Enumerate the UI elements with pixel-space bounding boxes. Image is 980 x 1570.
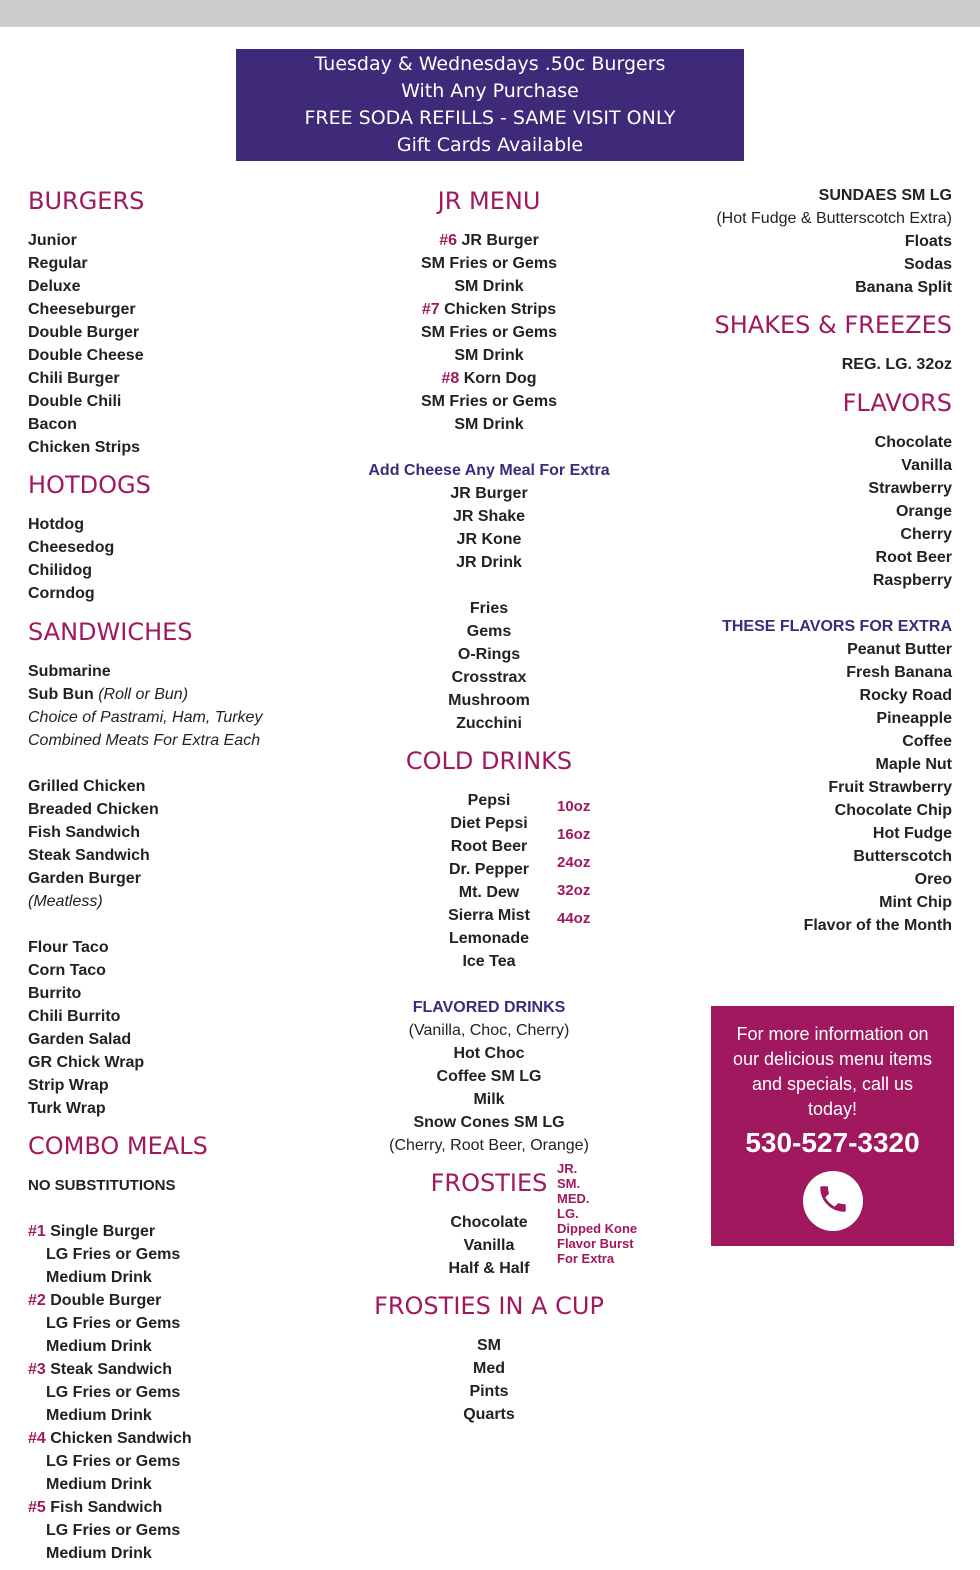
flavor-item: Butterscotch	[853, 848, 952, 865]
flavor-item: Rocky Road	[859, 687, 952, 704]
size-label: 44oz	[557, 910, 591, 927]
menu-item: Gems	[466, 623, 512, 640]
cold-drink-sizes	[557, 793, 590, 933]
flavor-item: Root Beer	[875, 549, 952, 566]
menu-item: Fries	[469, 600, 509, 617]
frostie-item: Chocolate	[450, 1214, 528, 1231]
call-button[interactable]	[803, 1171, 863, 1231]
cold-drinks-list	[330, 789, 648, 973]
frostie-item: Half & Half	[448, 1260, 530, 1277]
menu-item: Mushroom	[448, 692, 530, 709]
flavor-item: Cherry	[900, 526, 952, 543]
contact-box	[711, 1006, 954, 1246]
combo-item	[28, 1496, 348, 1519]
combo-side: LG Fries or Gems	[46, 1522, 181, 1539]
combo-item	[28, 1289, 348, 1312]
menu-item: Cheesedog	[28, 539, 115, 556]
menu-item: Flour Taco	[28, 939, 109, 956]
size-label: Flavor Burst	[557, 1236, 634, 1251]
drink-item: Milk	[473, 1091, 505, 1108]
item-note: (Vanilla, Choc, Cherry)	[408, 1022, 570, 1039]
banner-line: Gift Cards Available	[396, 134, 584, 156]
item-note: (Meatless)	[28, 893, 103, 910]
phone-icon	[816, 1182, 850, 1221]
combo-label: Fish Sandwich	[50, 1499, 163, 1516]
menu-item: Chilidog	[28, 562, 92, 579]
cup-size: SM	[477, 1337, 501, 1354]
menu-item	[28, 683, 348, 706]
menu-item: Double Burger	[28, 324, 140, 341]
meal-number: #6	[439, 232, 457, 249]
banner-line: Tuesday & Wednesdays .50c Burgers	[314, 53, 666, 75]
cup-size: Med	[473, 1360, 505, 1377]
flavor-item: Vanilla	[901, 457, 952, 474]
combo-drink: Medium Drink	[46, 1476, 152, 1493]
menu-item: Banana Split	[855, 279, 952, 296]
jr-meal	[330, 298, 648, 321]
meal-label: JR Burger	[461, 232, 539, 249]
menu-item: JR Shake	[452, 508, 526, 525]
menu-item: Sodas	[903, 256, 952, 273]
menu-item: Floats	[904, 233, 952, 250]
menu-item: Chicken Strips	[28, 439, 141, 456]
combo-label: Steak Sandwich	[50, 1361, 173, 1378]
flavor-item: Oreo	[914, 871, 952, 888]
item-note: Choice of Pastrami, Ham, Turkey	[28, 709, 263, 726]
shakes-heading: SHAKES & FREEZES	[714, 311, 952, 339]
right-column	[660, 184, 952, 937]
drink-item: Ice Tea	[462, 953, 516, 970]
banner-line: FREE SODA REFILLS - SAME VISIT ONLY	[304, 107, 676, 129]
flavor-item: Maple Nut	[875, 756, 952, 773]
menu-item: Fish Sandwich	[28, 824, 141, 841]
phone-number[interactable]: 530-527-3320	[745, 1127, 920, 1158]
flavor-item: Mint Chip	[879, 894, 952, 911]
menu-item: JR Burger	[450, 485, 528, 502]
middle-column	[330, 186, 648, 1426]
flavor-item: Raspberry	[872, 572, 952, 589]
combo-number: #5	[28, 1499, 46, 1516]
frosties-section	[330, 1161, 648, 1280]
top-bar	[0, 0, 980, 27]
drink-item: Snow Cones SM LG	[413, 1114, 565, 1131]
size-label: For Extra	[557, 1251, 615, 1266]
cold-drinks-heading: COLD DRINKS	[405, 747, 573, 775]
drink-item: Mt. Dew	[458, 884, 520, 901]
meal-drink: SM Drink	[454, 347, 524, 364]
menu-item: Submarine	[28, 663, 111, 680]
menu-item: Burrito	[28, 985, 82, 1002]
cup-size: Pints	[469, 1383, 509, 1400]
combo-number: #2	[28, 1292, 46, 1309]
flavor-item: Orange	[895, 503, 952, 520]
flavor-item: Hot Fudge	[872, 825, 952, 842]
extra-flavors-heading: THESE FLAVORS FOR EXTRA	[722, 618, 952, 635]
menu-item: Chili Burger	[28, 370, 120, 387]
flavor-item: Chocolate Chip	[834, 802, 952, 819]
menu-item: Corndog	[28, 585, 95, 602]
menu-item: Turk Wrap	[28, 1100, 106, 1117]
banner-line: With Any Purchase	[401, 80, 579, 102]
flavor-item: Fruit Strawberry	[828, 779, 952, 796]
size-label: LG.	[557, 1206, 579, 1221]
size-label: 24oz	[557, 854, 591, 871]
meal-drink: SM Drink	[454, 278, 524, 295]
flavor-item: Coffee	[902, 733, 952, 750]
combo-item	[28, 1358, 348, 1381]
drink-item: Sierra Mist	[448, 907, 530, 924]
item-note: (Roll or Bun)	[98, 686, 189, 703]
no-substitutions: NO SUBSTITUTIONS	[28, 1177, 176, 1194]
flavor-item: Pineapple	[876, 710, 952, 727]
combo-drink: Medium Drink	[46, 1269, 152, 1286]
menu-item: Double Chili	[28, 393, 122, 410]
combo-heading: COMBO MEALS	[28, 1132, 208, 1160]
menu-item: Steak Sandwich	[28, 847, 150, 864]
jr-menu-heading: JR MENU	[437, 187, 541, 215]
combo-number: #1	[28, 1223, 46, 1240]
combo-side: LG Fries or Gems	[46, 1246, 181, 1263]
meal-number: #8	[441, 370, 460, 387]
menu-item: Deluxe	[28, 278, 81, 295]
jr-meal	[330, 367, 648, 390]
combo-number: #4	[28, 1430, 46, 1447]
menu-item: Corn Taco	[28, 962, 106, 979]
promo-banner	[236, 49, 744, 161]
meal-label: Chicken Strips	[444, 301, 557, 318]
flavors-heading: FLAVORS	[842, 389, 952, 417]
frosties-sizes	[557, 1161, 637, 1266]
menu-item: Strip Wrap	[28, 1077, 109, 1094]
menu-item: Bacon	[28, 416, 77, 433]
combo-label: Double Burger	[50, 1292, 162, 1309]
jr-meal	[330, 229, 648, 252]
combo-drink: Medium Drink	[46, 1545, 152, 1562]
drink-item: Coffee SM LG	[436, 1068, 542, 1085]
menu-item: Zucchini	[456, 715, 522, 732]
menu-item-label: Sub Bun	[28, 686, 94, 703]
menu-item: Regular	[28, 255, 88, 272]
menu-item: Hotdog	[28, 516, 84, 533]
drink-item: Lemonade	[448, 930, 529, 947]
drink-item: Hot Choc	[453, 1045, 525, 1062]
flavored-drinks-heading: FLAVORED DRINKS	[412, 999, 566, 1016]
menu-item: GR Chick Wrap	[28, 1054, 145, 1071]
size-label: Dipped Kone	[557, 1221, 638, 1236]
meal-side: SM Fries or Gems	[420, 393, 558, 410]
frostie-item: Vanilla	[463, 1237, 515, 1254]
combo-drink: Medium Drink	[46, 1407, 152, 1424]
menu-item: O-Rings	[457, 646, 521, 663]
combo-label: Chicken Sandwich	[50, 1430, 192, 1447]
flavor-item: Chocolate	[874, 434, 952, 451]
combo-item	[28, 1220, 348, 1243]
frosties-heading: FROSTIES	[430, 1169, 548, 1197]
meal-side: SM Fries or Gems	[420, 324, 558, 341]
item-note: Combined Meats For Extra Each	[28, 732, 261, 749]
size-label: JR.	[557, 1161, 578, 1176]
burgers-heading: BURGERS	[28, 187, 145, 215]
flavor-item: Peanut Butter	[847, 641, 952, 658]
shake-sizes: REG. LG. 32oz	[841, 356, 952, 373]
combo-item	[28, 1427, 348, 1450]
item-note: (Hot Fudge & Butterscotch Extra)	[716, 210, 952, 227]
menu-item: JR Drink	[456, 554, 522, 571]
item-note: (Cherry, Root Beer, Orange)	[389, 1137, 589, 1154]
sandwiches-heading: SANDWICHES	[28, 618, 193, 646]
menu-item: Junior	[28, 232, 77, 249]
size-label: 32oz	[557, 882, 591, 899]
meal-label: Korn Dog	[463, 370, 537, 387]
menu-item: Garden Salad	[28, 1031, 132, 1048]
drink-item: Root Beer	[450, 838, 528, 855]
combo-label: Single Burger	[50, 1223, 156, 1240]
menu-item: Double Cheese	[28, 347, 144, 364]
combo-number: #3	[28, 1361, 46, 1378]
size-label: 16oz	[557, 826, 591, 843]
menu-item: Grilled Chicken	[28, 778, 146, 795]
combo-drink: Medium Drink	[46, 1338, 152, 1355]
cup-size: Quarts	[463, 1406, 515, 1423]
combo-side: LG Fries or Gems	[46, 1315, 181, 1332]
menu-item: JR Kone	[456, 531, 522, 548]
size-label: SM.	[557, 1176, 581, 1191]
menu-item: Cheeseburger	[28, 301, 136, 318]
flavor-item: Flavor of the Month	[803, 917, 952, 934]
menu-item: Crosstrax	[451, 669, 527, 686]
contact-text: For more information on our delicious menu items and specials, call us today!	[732, 1024, 933, 1119]
menu-item: Chili Burrito	[28, 1008, 121, 1025]
drink-item: Dr. Pepper	[448, 861, 530, 878]
sundaes-item: SUNDAES SM LG	[818, 187, 952, 204]
drink-item: Pepsi	[467, 792, 511, 809]
meal-drink: SM Drink	[454, 416, 524, 433]
meal-number: #7	[421, 301, 440, 318]
combo-side: LG Fries or Gems	[46, 1384, 181, 1401]
drink-item: Diet Pepsi	[450, 815, 528, 832]
size-label: 10oz	[557, 798, 591, 815]
add-cheese-note: Add Cheese Any Meal For Extra	[368, 462, 610, 479]
menu-item: Breaded Chicken	[28, 801, 159, 818]
menu-item: Garden Burger	[28, 870, 141, 887]
size-label: MED.	[557, 1191, 590, 1206]
left-column	[28, 186, 348, 1565]
flavor-item: Fresh Banana	[846, 664, 952, 681]
frosties-cup-heading: FROSTIES IN A CUP	[374, 1292, 604, 1320]
flavor-item: Strawberry	[868, 480, 952, 497]
meal-side: SM Fries or Gems	[420, 255, 558, 272]
combo-side: LG Fries or Gems	[46, 1453, 181, 1470]
hotdogs-heading: HOTDOGS	[28, 471, 151, 499]
